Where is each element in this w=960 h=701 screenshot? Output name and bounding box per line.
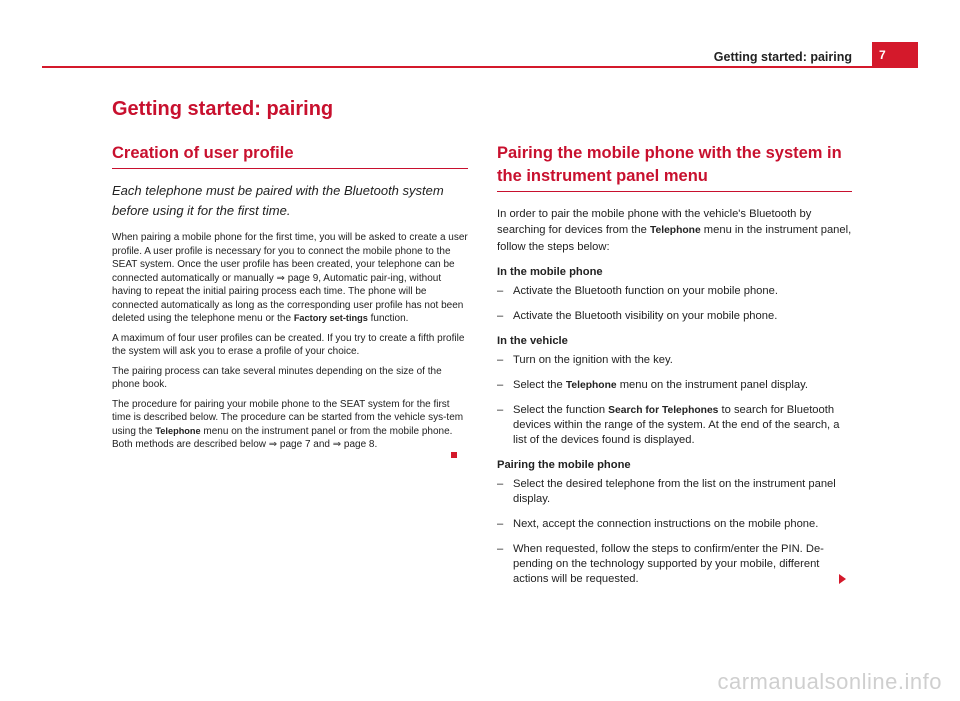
- keyword-search-for-telephones: Search for Telephones: [608, 405, 719, 416]
- text: Select the: [513, 379, 566, 391]
- section-end-square-icon: [451, 452, 457, 458]
- chapter-title: Getting started: pairing: [112, 98, 334, 120]
- section-heading-pairing-panel: Pairing the mobile phone with the system in the instrument panel menu: [497, 142, 852, 192]
- section-heading-user-profile: Creation of user profile: [112, 142, 468, 169]
- list-item: – Activate the Bluetooth function on your mobile phone.: [497, 284, 852, 299]
- text: menu in the instrument panel, follow the steps below:: [497, 224, 852, 253]
- subheading-mobile-phone: In the mobile phone: [497, 266, 603, 278]
- text: When pairing a mobile phone for the first time, you will be asked to create a user profile. A user profile is necessary for you to connect the mobile phone to the SEAT system. Once the user profile has been created, your telephone can be connected automatically or manually ⇒ page 9, Automatic pair-ing, without having to repeat the initial pairing process each time. The phone will be connected automatically as long as the corresponding user profile has not been deleted using the telephone menu or the: [112, 232, 468, 324]
- text: to search for Bluetooth devices within the range of the system. At the end of the search, a list of the devices found is displayed.: [513, 404, 840, 446]
- text: function.: [367, 313, 409, 324]
- list-item: – Activate the Bluetooth visibility on your mobile phone.: [497, 309, 852, 324]
- left-column: [112, 142, 468, 458]
- running-header-title: Getting started: pairing: [713, 50, 852, 64]
- keyword-telephone: Telephone: [649, 225, 701, 236]
- paragraph-max-profiles: A maximum of four user profiles can be created. If you try to create a fifth profile the system will ask you to erase a profile of your choice.: [112, 332, 465, 357]
- steps-vehicle: [497, 353, 852, 448]
- text: Select the function: [513, 404, 609, 416]
- steps-mobile-phone: [497, 284, 852, 324]
- paragraph-user-profile: [112, 231, 468, 326]
- section-lead: Each telephone must be paired with the Bluetooth system before using it for the first time.: [112, 183, 444, 218]
- keyword-telephone: Telephone: [155, 425, 201, 436]
- list-item: [497, 378, 852, 393]
- watermark: carmanualsonline.info: [717, 669, 942, 694]
- keyword-factory-settings: Factory set-tings: [293, 313, 368, 323]
- text: menu on the instrument panel display.: [616, 379, 808, 391]
- text: In order to pair the mobile phone with the vehicle's Bluetooth by searching for devices from the: [497, 208, 812, 236]
- text: menu on the instrument panel or from the mobile phone. Both methods are described below ⇒ page 7 and ⇒ page 8.: [112, 425, 453, 450]
- paragraph-pairing-duration: The pairing process can take several minutes depending on the size of the phone book.: [112, 365, 442, 390]
- header-rule: [42, 66, 918, 68]
- text: The procedure for pairing your mobile phone to the SEAT system for the first time is described below. The procedure can be started from the vehicle sys-tem using the: [112, 398, 464, 437]
- subheading-pairing: Pairing the mobile phone: [497, 459, 631, 471]
- subheading-vehicle: In the vehicle: [497, 335, 568, 347]
- steps-pairing: [497, 477, 852, 587]
- list-item: [497, 403, 852, 448]
- list-item: – Next, accept the connection instructions on the mobile phone.: [497, 517, 852, 532]
- list-item: – Turn on the ignition with the key.: [497, 353, 852, 368]
- list-item: – When requested, follow the steps to confirm/enter the PIN. De-pending on the technology supported by your mobile, different actions will be requested.: [497, 542, 852, 587]
- paragraph-intro: [497, 206, 852, 255]
- list-item: – Select the desired telephone from the list on the instrument panel display.: [497, 477, 852, 507]
- continue-arrow-icon: [839, 574, 846, 584]
- right-column: [497, 142, 852, 597]
- page-number-badge: 7: [872, 42, 918, 66]
- keyword-telephone: Telephone: [565, 380, 617, 391]
- paragraph-procedure: [112, 398, 468, 452]
